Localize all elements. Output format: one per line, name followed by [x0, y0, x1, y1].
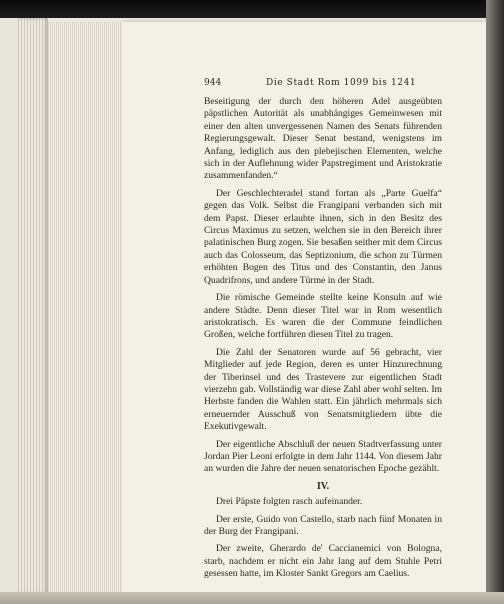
paragraph: Der eigentliche Abschluß der neuen Stadtverfassung unter Jordan Pier Leoni erfolgte in dem Jahr 1144. Von diesem Jahr an wurden die Jahre der neuen senatorischen Epoche gezählt.: [204, 438, 442, 475]
section-heading: IV.: [316, 480, 330, 492]
paragraph: Die römische Gemeinde stellte keine Konsuln auf wie andere Städte. Denn dieser Titel war in Rom wesentlich aristokratisch. Es waren die der Commune feindlichen Großen, welche fortführen diesen Titel zu tragen.: [204, 292, 442, 341]
page-number: 944: [204, 78, 222, 88]
paragraph: Die Zahl der Senatoren wurde auf 56 gebracht, vier Mitglieder auf jede Region, deren es unter Hinzurechnung der Tiberinsel und des Trastevere zur eigentlichen Stadt vierzehn gab. Vollständig war diese Zahl aber wohl selten. Im Herbste fanden die Wahlen statt. Ein jährlich mehrmals sich erneuernder Ausschuß von Senatsmitgliedern übte die Exekutivgewalt.: [204, 346, 442, 433]
paragraph: Der Geschlechteradel stand fortan als „Parte Guelfa“ gegen das Volk. Selbst die Frangipani verbanden sich mit dem Papst. Dieser erlaubte ihnen, sich in den Besitz des Circus Maximus zu setzen, welchen sie in den Bereich ihrer palatinischen Burg zogen. Sie besaßen seither mit dem Circus auch das Colosseum, das Septizonium, die schon zu Türmen erhöhten Bogen des Titus und des Constantin, den Janus Quadrifrons, und andere Türme in der Stadt.: [204, 187, 442, 286]
paragraph: Beseitigung der durch den höheren Adel ausgeübten päpstlichen Autorität als unabhängiges Gemeinwesen mit einer den alten unvergessenen Namen des Senats führenden Regierungsgewalt. Dieser Senat bestand, wenigstens im Anfang, lediglich aus den plebejischen Elementen, welche sich in der Auflehnung wider Papstregiment und Aristokratie zusammenfanden.“: [204, 96, 442, 182]
scan-right-border: [486, 0, 504, 604]
paragraph: Der zweite, Gherardo de' Caccianemici von Bologna, starb, nachdem er nicht ein Jahr lang auf dem Stuhle Petri gesessen hatte, im Kloster Sankt Gregors am Caelius.: [204, 543, 442, 580]
scan-bottom-border: [0, 592, 504, 604]
running-title: Die Stadt Rom 1099 bis 1241: [266, 78, 417, 88]
paragraph: Der erste, Guido von Castello, starb nach fünf Monaten in der Burg der Frangipani.: [204, 513, 442, 537]
paragraph: Drei Päpste folgten rasch aufeinander.: [216, 496, 363, 508]
scan-top-border: [0, 0, 504, 18]
body-text: [204, 96, 442, 586]
book-spine-edge: [18, 18, 48, 594]
page-stack-edge: [48, 22, 122, 592]
